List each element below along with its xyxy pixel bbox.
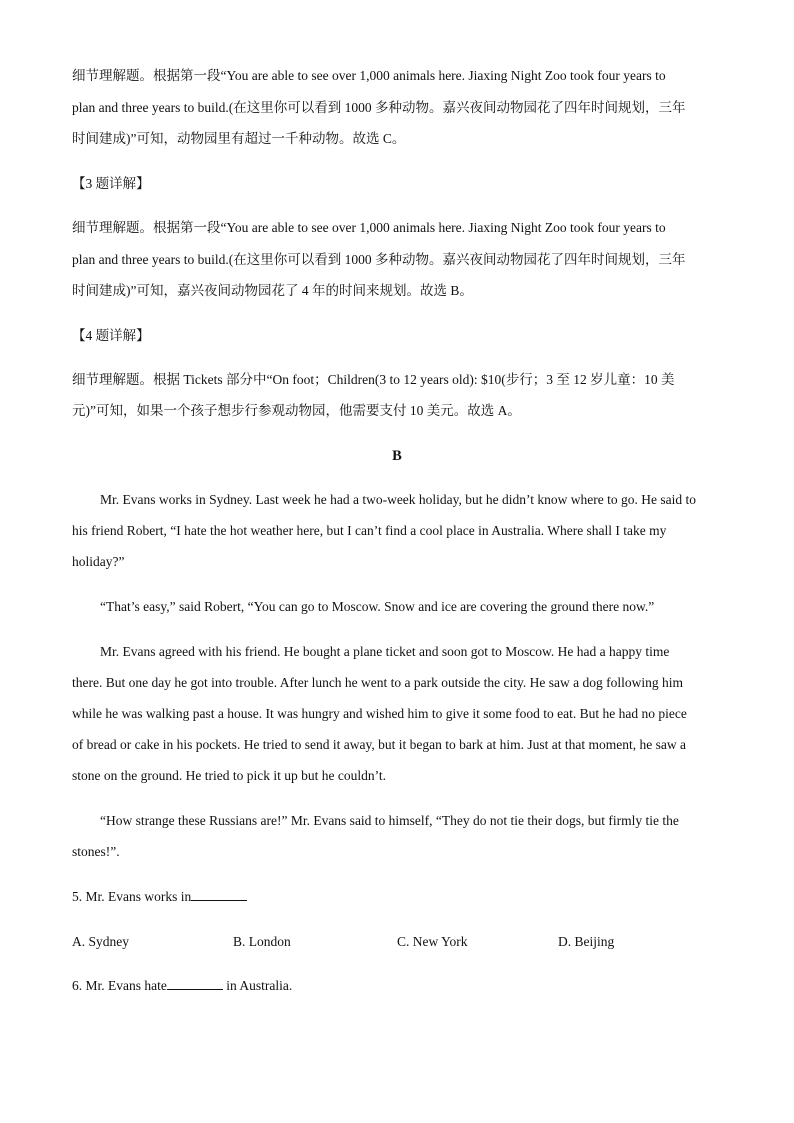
passage-p3-line-4: of bread or cake in his pockets. He tried to send it away, but it began to bark at him. Just at that moment, he saw a	[72, 737, 686, 752]
analysis-3-line-3: 时间建成)”可知，嘉兴夜间动物园花了 4 年的时间来规划。故选 B。	[72, 283, 473, 298]
question-5-option-b: B. London	[233, 934, 291, 949]
analysis-3-line-2: plan and three years to build.(在这里你可以看到 1000 多种动物。嘉兴夜间动物园花了四年时间规划，三年	[72, 252, 686, 267]
question-5-option-c: C. New York	[397, 934, 468, 949]
passage-p1-line-1: Mr. Evans works in Sydney. Last week he had a two-week holiday, but he didn’t know where to go. He said to	[100, 492, 697, 507]
question-5-stem-text: 5. Mr. Evans works in	[72, 889, 192, 904]
analysis-4-line-2: 元)”可知，如果一个孩子想步行参观动物园，他需要支付 10 美元。故选 A。	[72, 403, 521, 418]
analysis-4-line-1: 细节理解题。根据 Tickets 部分中“On foot；Children(3 to 12 years old): $10(步行；3 至 12 岁儿童：10 美	[72, 372, 675, 387]
passage-p4-line-2: stones!”.	[72, 844, 120, 859]
analysis-4-heading: 【4 题详解】	[72, 328, 150, 343]
question-5-option-a: A. Sydney	[72, 934, 129, 949]
question-6-stem-before: 6. Mr. Evans hate	[72, 978, 167, 993]
answer-blank	[167, 988, 223, 990]
passage-p3-line-1: Mr. Evans agreed with his friend. He bought a plane ticket and soon got to Moscow. He had a happy time	[100, 644, 670, 659]
analysis-3-line-1: 细节理解题。根据第一段“You are able to see over 1,000 animals here. Jiaxing Night Zoo took four years to	[72, 220, 666, 235]
answer-blank	[191, 899, 247, 901]
analysis-2-line-2: plan and three years to build.(在这里你可以看到 1000 多种动物。嘉兴夜间动物园花了四年时间规划，三年	[72, 100, 686, 115]
passage-title: B	[392, 448, 402, 464]
question-5-stem	[72, 890, 247, 904]
analysis-2-line-1: 细节理解题。根据第一段“You are able to see over 1,000 animals here. Jiaxing Night Zoo took four years to	[72, 68, 666, 83]
passage-p3-line-3: while he was walking past a house. It was hungry and wished him to give it some food to eat. But he had no piece	[72, 706, 687, 721]
passage-p1-line-3: holiday?”	[72, 554, 125, 569]
passage-p1-line-2: his friend Robert, “I hate the hot weather here, but I can’t find a cool place in Australia. Where shall I take my	[72, 523, 667, 538]
analysis-2-line-3: 时间建成)”可知，动物园里有超过一千种动物。故选 C。	[72, 131, 406, 146]
analysis-3-heading: 【3 题详解】	[72, 176, 150, 191]
question-5-option-d: D. Beijing	[558, 934, 615, 949]
passage-p2-line-1: “That’s easy,” said Robert, “You can go to Moscow. Snow and ice are covering the ground there now.”	[100, 599, 655, 614]
passage-p3-line-5: stone on the ground. He tried to pick it up but he couldn’t.	[72, 768, 386, 783]
question-6-stem-after: in Australia.	[222, 978, 293, 993]
passage-p3-line-2: there. But one day he got into trouble. After lunch he went to a park outside the city. He saw a dog following him	[72, 675, 683, 690]
question-6-stem	[72, 979, 292, 993]
passage-p4-line-1: “How strange these Russians are!” Mr. Evans said to himself, “They do not tie their dogs, but firmly tie the	[100, 813, 679, 828]
